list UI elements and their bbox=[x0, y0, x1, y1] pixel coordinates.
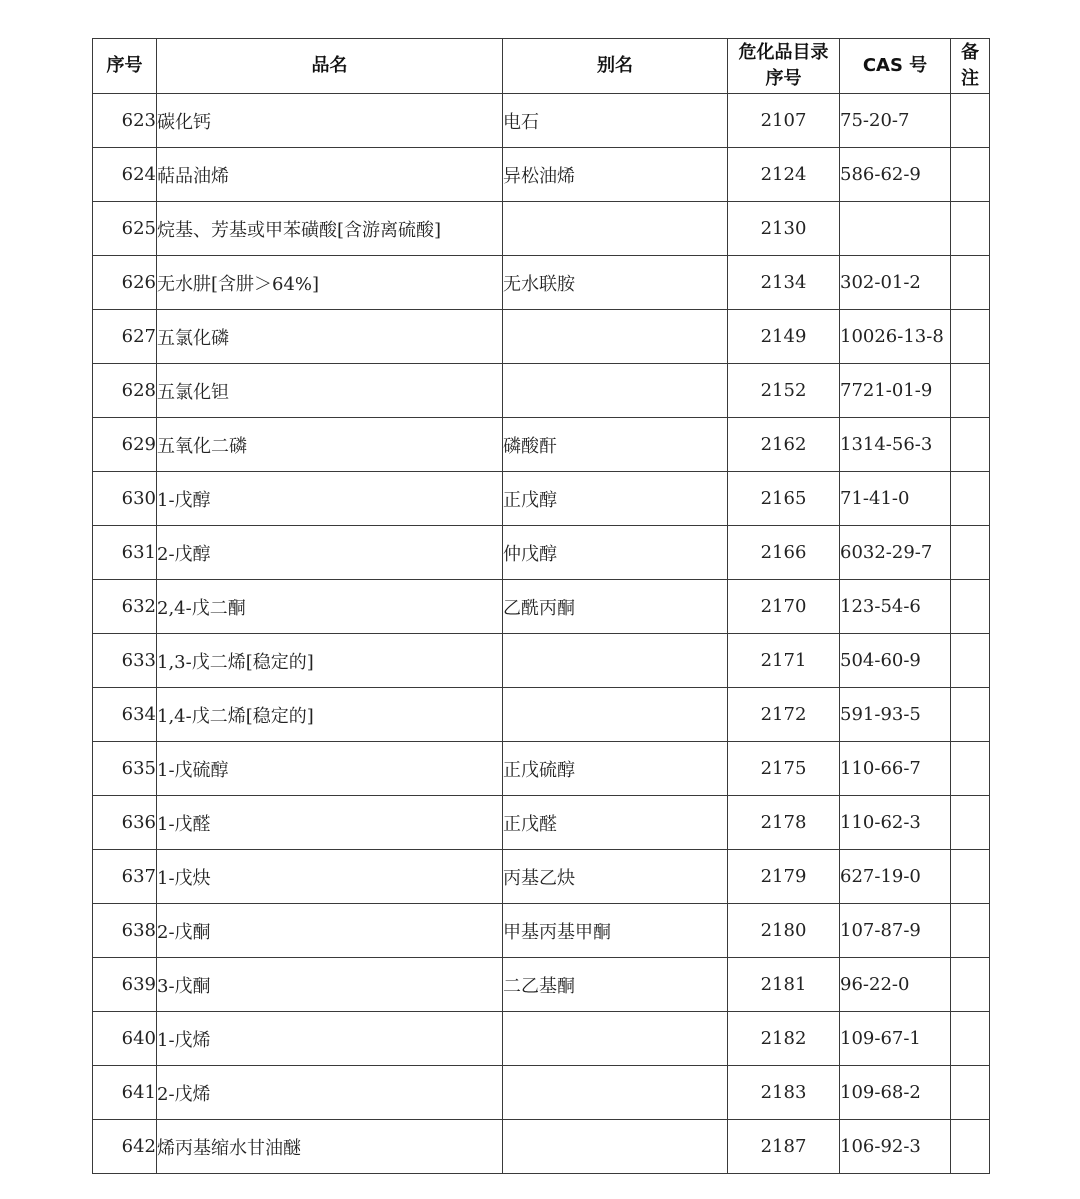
cell-cas-number: 106-92-3 bbox=[840, 1120, 951, 1174]
cell-name: 1-戊醇 bbox=[157, 472, 503, 526]
cell-remark bbox=[951, 310, 990, 364]
cell-remark bbox=[951, 1012, 990, 1066]
cell-cas-number: 7721-01-9 bbox=[840, 364, 951, 418]
table-row bbox=[93, 904, 990, 958]
table-row bbox=[93, 526, 990, 580]
cell-cas-number: 109-67-1 bbox=[840, 1012, 951, 1066]
cell-seq: 625 bbox=[93, 202, 157, 256]
cell-cas-number: 10026-13-8 bbox=[840, 310, 951, 364]
cell-catalog-number: 2165 bbox=[728, 472, 840, 526]
cell-cas-number: 1314-56-3 bbox=[840, 418, 951, 472]
cell-cas-number: 75-20-7 bbox=[840, 94, 951, 148]
header-remark-line2: 注 bbox=[961, 68, 979, 89]
cell-alias: 电石 bbox=[503, 94, 728, 148]
cell-seq: 641 bbox=[93, 1066, 157, 1120]
cell-name: 1,3-戊二烯[稳定的] bbox=[157, 634, 503, 688]
cell-remark bbox=[951, 904, 990, 958]
header-remark-line1: 备 bbox=[961, 42, 979, 63]
cell-alias: 无水联胺 bbox=[503, 256, 728, 310]
cell-seq: 623 bbox=[93, 94, 157, 148]
cell-remark bbox=[951, 688, 990, 742]
cell-name: 五氧化二磷 bbox=[157, 418, 503, 472]
cell-seq: 642 bbox=[93, 1120, 157, 1174]
cell-alias: 甲基丙基甲酮 bbox=[503, 904, 728, 958]
table-row bbox=[93, 1066, 990, 1120]
cell-name: 萜品油烯 bbox=[157, 148, 503, 202]
cell-alias: 仲戊醇 bbox=[503, 526, 728, 580]
header-catalog-line1: 危化品目录 bbox=[738, 42, 829, 63]
table-body bbox=[93, 94, 990, 1174]
cell-cas-number: 504-60-9 bbox=[840, 634, 951, 688]
table-row bbox=[93, 364, 990, 418]
cell-name: 五氯化磷 bbox=[157, 310, 503, 364]
cell-alias bbox=[503, 688, 728, 742]
cell-seq: 629 bbox=[93, 418, 157, 472]
header-alias: 别名 bbox=[503, 39, 728, 94]
cell-remark bbox=[951, 634, 990, 688]
cell-name: 碳化钙 bbox=[157, 94, 503, 148]
table-row bbox=[93, 1012, 990, 1066]
cell-remark bbox=[951, 742, 990, 796]
cell-catalog-number: 2166 bbox=[728, 526, 840, 580]
table-row bbox=[93, 148, 990, 202]
cell-cas-number: 110-66-7 bbox=[840, 742, 951, 796]
cell-cas-number: 109-68-2 bbox=[840, 1066, 951, 1120]
cell-catalog-number: 2187 bbox=[728, 1120, 840, 1174]
cell-catalog-number: 2171 bbox=[728, 634, 840, 688]
cell-cas-number: 96-22-0 bbox=[840, 958, 951, 1012]
cell-name: 1-戊炔 bbox=[157, 850, 503, 904]
cell-name: 3-戊酮 bbox=[157, 958, 503, 1012]
cell-alias bbox=[503, 1012, 728, 1066]
cell-name: 1-戊烯 bbox=[157, 1012, 503, 1066]
cell-alias bbox=[503, 364, 728, 418]
header-catalog bbox=[728, 39, 840, 94]
cell-seq: 631 bbox=[93, 526, 157, 580]
table-row bbox=[93, 688, 990, 742]
cell-catalog-number: 2175 bbox=[728, 742, 840, 796]
cell-catalog-number: 2170 bbox=[728, 580, 840, 634]
cell-seq: 640 bbox=[93, 1012, 157, 1066]
cell-name: 2,4-戊二酮 bbox=[157, 580, 503, 634]
header-catalog-line2: 序号 bbox=[765, 68, 802, 89]
header-remark bbox=[951, 39, 990, 94]
header-seq: 序号 bbox=[93, 39, 157, 94]
cell-catalog-number: 2179 bbox=[728, 850, 840, 904]
cell-seq: 634 bbox=[93, 688, 157, 742]
cell-seq: 630 bbox=[93, 472, 157, 526]
cell-catalog-number: 2178 bbox=[728, 796, 840, 850]
cell-remark bbox=[951, 256, 990, 310]
cell-alias: 乙酰丙酮 bbox=[503, 580, 728, 634]
cell-seq: 639 bbox=[93, 958, 157, 1012]
table-row bbox=[93, 958, 990, 1012]
cell-remark bbox=[951, 1066, 990, 1120]
cell-seq: 637 bbox=[93, 850, 157, 904]
table-row bbox=[93, 94, 990, 148]
cell-catalog-number: 2134 bbox=[728, 256, 840, 310]
table-row bbox=[93, 418, 990, 472]
cell-catalog-number: 2124 bbox=[728, 148, 840, 202]
cell-name: 五氯化钽 bbox=[157, 364, 503, 418]
table-row bbox=[93, 796, 990, 850]
cell-cas-number: 107-87-9 bbox=[840, 904, 951, 958]
cell-remark bbox=[951, 526, 990, 580]
cell-catalog-number: 2162 bbox=[728, 418, 840, 472]
cell-cas-number: 586-62-9 bbox=[840, 148, 951, 202]
cell-catalog-number: 2152 bbox=[728, 364, 840, 418]
cell-alias: 丙基乙炔 bbox=[503, 850, 728, 904]
cell-catalog-number: 2182 bbox=[728, 1012, 840, 1066]
cell-cas-number: 110-62-3 bbox=[840, 796, 951, 850]
cell-alias: 异松油烯 bbox=[503, 148, 728, 202]
cell-alias: 正戊醇 bbox=[503, 472, 728, 526]
cell-catalog-number: 2172 bbox=[728, 688, 840, 742]
table-row bbox=[93, 472, 990, 526]
cell-cas-number: 6032-29-7 bbox=[840, 526, 951, 580]
cell-remark bbox=[951, 958, 990, 1012]
chemical-table bbox=[92, 38, 990, 1174]
cell-name: 无水肼[含肼＞64%] bbox=[157, 256, 503, 310]
cell-alias bbox=[503, 634, 728, 688]
table-row bbox=[93, 742, 990, 796]
cell-catalog-number: 2130 bbox=[728, 202, 840, 256]
cell-alias: 二乙基酮 bbox=[503, 958, 728, 1012]
cell-alias: 正戊醛 bbox=[503, 796, 728, 850]
cell-cas-number: 302-01-2 bbox=[840, 256, 951, 310]
cell-catalog-number: 2107 bbox=[728, 94, 840, 148]
cell-seq: 633 bbox=[93, 634, 157, 688]
cell-seq: 628 bbox=[93, 364, 157, 418]
cell-remark bbox=[951, 364, 990, 418]
cell-remark bbox=[951, 94, 990, 148]
table-row bbox=[93, 1120, 990, 1174]
table-header bbox=[93, 39, 990, 94]
cell-catalog-number: 2183 bbox=[728, 1066, 840, 1120]
cell-remark bbox=[951, 418, 990, 472]
cell-name: 2-戊烯 bbox=[157, 1066, 503, 1120]
cell-seq: 632 bbox=[93, 580, 157, 634]
cell-remark bbox=[951, 850, 990, 904]
cell-cas-number: 627-19-0 bbox=[840, 850, 951, 904]
cell-catalog-number: 2180 bbox=[728, 904, 840, 958]
cell-seq: 635 bbox=[93, 742, 157, 796]
cell-seq: 636 bbox=[93, 796, 157, 850]
cell-alias bbox=[503, 310, 728, 364]
cell-remark bbox=[951, 796, 990, 850]
table-row bbox=[93, 310, 990, 364]
table-row bbox=[93, 580, 990, 634]
cell-cas-number: 123-54-6 bbox=[840, 580, 951, 634]
cell-seq: 638 bbox=[93, 904, 157, 958]
header-row bbox=[93, 39, 990, 94]
cell-name: 2-戊醇 bbox=[157, 526, 503, 580]
cell-remark bbox=[951, 472, 990, 526]
cell-name: 2-戊酮 bbox=[157, 904, 503, 958]
cell-catalog-number: 2149 bbox=[728, 310, 840, 364]
cell-alias bbox=[503, 1120, 728, 1174]
cell-alias: 正戊硫醇 bbox=[503, 742, 728, 796]
table-row bbox=[93, 634, 990, 688]
cell-name: 烯丙基缩水甘油醚 bbox=[157, 1120, 503, 1174]
header-cas: CAS 号 bbox=[840, 39, 951, 94]
cell-name: 1-戊醛 bbox=[157, 796, 503, 850]
cell-remark bbox=[951, 580, 990, 634]
cell-seq: 626 bbox=[93, 256, 157, 310]
cell-name: 1-戊硫醇 bbox=[157, 742, 503, 796]
cell-remark bbox=[951, 1120, 990, 1174]
cell-name: 烷基、芳基或甲苯磺酸[含游离硫酸] bbox=[157, 202, 503, 256]
header-name: 品名 bbox=[157, 39, 503, 94]
cell-alias bbox=[503, 202, 728, 256]
cell-cas-number: 71-41-0 bbox=[840, 472, 951, 526]
cell-remark bbox=[951, 148, 990, 202]
table-row bbox=[93, 202, 990, 256]
cell-alias: 磷酸酐 bbox=[503, 418, 728, 472]
cell-cas-number: 591-93-5 bbox=[840, 688, 951, 742]
table-row bbox=[93, 256, 990, 310]
cell-seq: 627 bbox=[93, 310, 157, 364]
cell-catalog-number: 2181 bbox=[728, 958, 840, 1012]
cell-alias bbox=[503, 1066, 728, 1120]
cell-seq: 624 bbox=[93, 148, 157, 202]
table-row bbox=[93, 850, 990, 904]
cell-cas-number bbox=[840, 202, 951, 256]
cell-remark bbox=[951, 202, 990, 256]
cell-name: 1,4-戊二烯[稳定的] bbox=[157, 688, 503, 742]
